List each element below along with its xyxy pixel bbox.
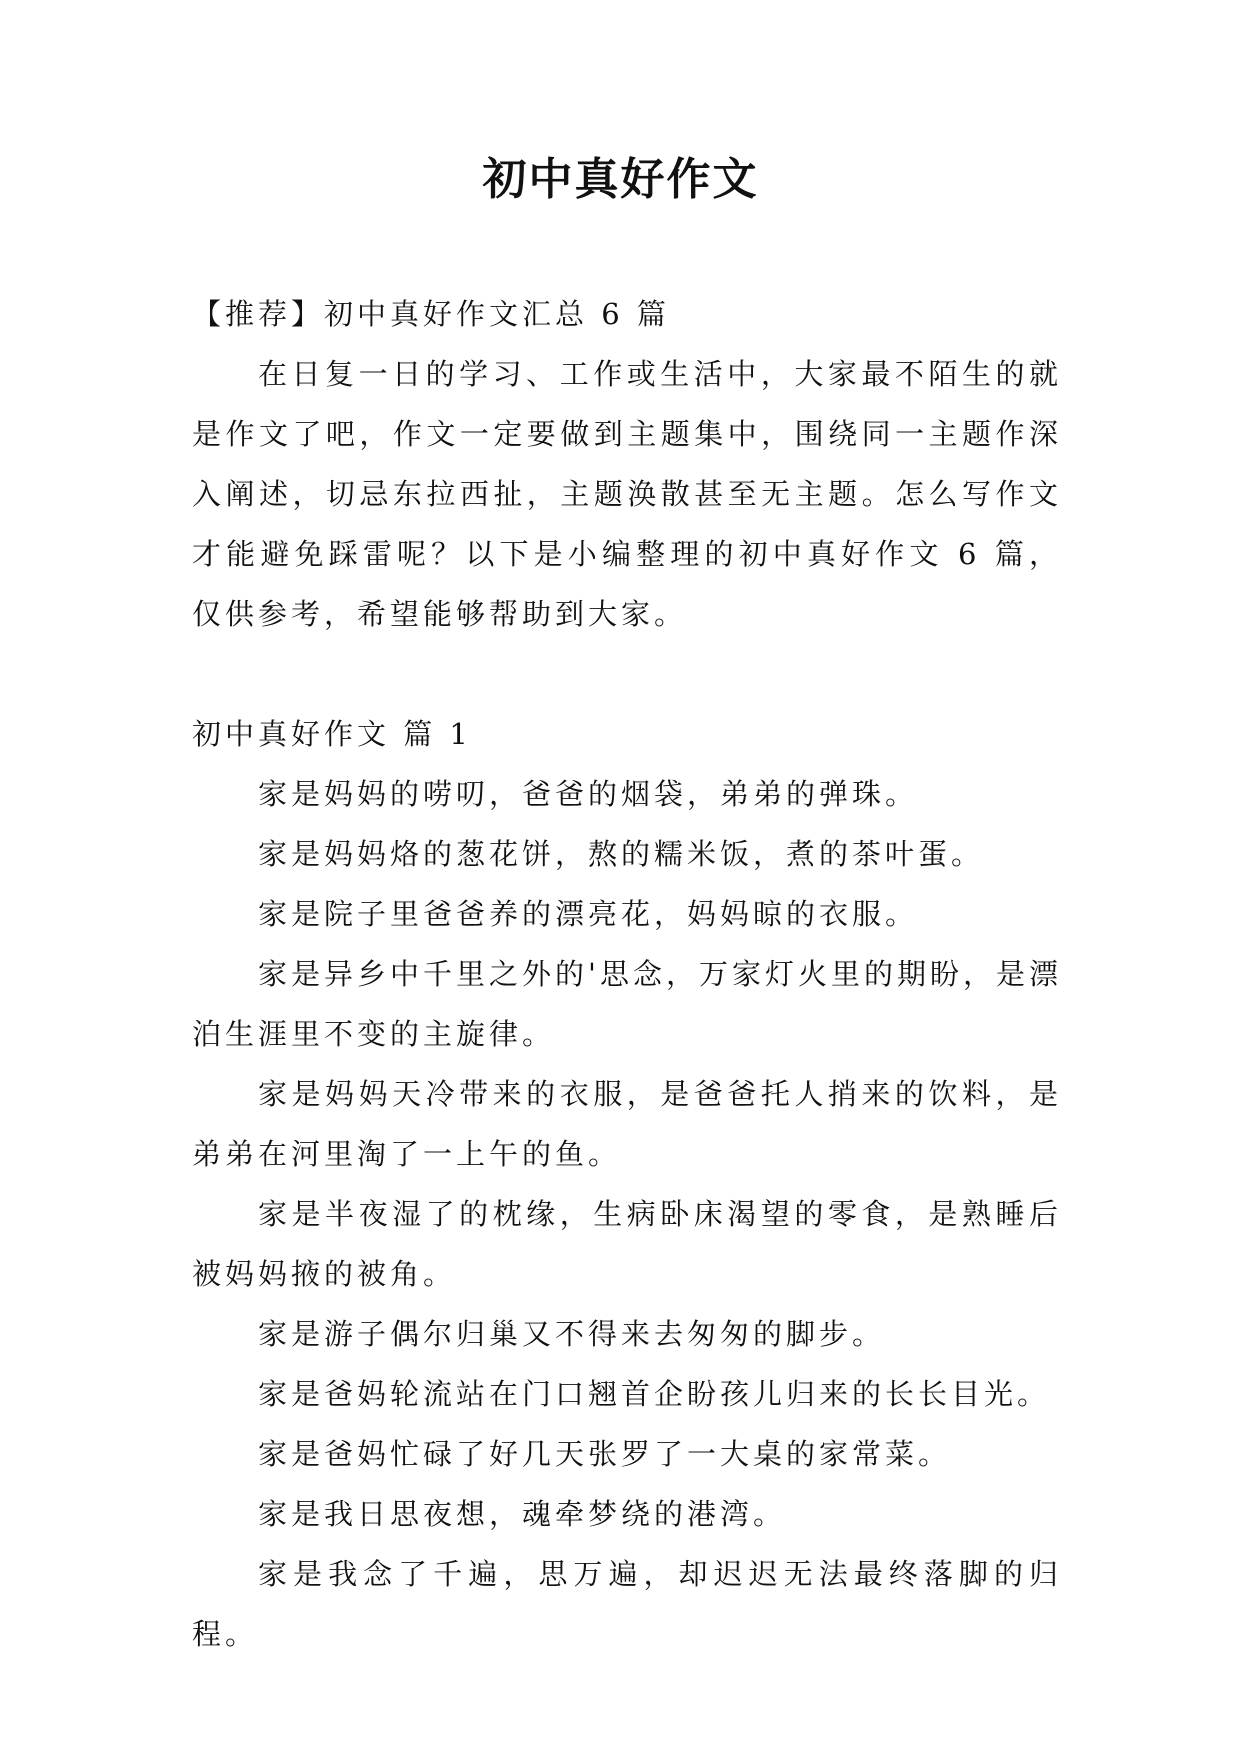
section-heading: 初中真好作文 篇 1 [192, 717, 472, 751]
essay-paragraph: 家是我日思夜想，魂牵梦绕的港湾。 [258, 1497, 787, 1531]
essay-paragraph: 家是妈妈烙的葱花饼，熬的糯米饭，煮的茶叶蛋。 [258, 837, 985, 871]
essay-paragraph: 家是妈妈的唠叨，爸爸的烟袋，弟弟的弹珠。 [258, 777, 919, 811]
essay-paragraph: 家是爸妈轮流站在门口翘首企盼孩儿归来的长长目光。 [258, 1377, 1051, 1411]
essay-paragraph: 家是妈妈天冷带来的衣服，是爸爸托人捎来的饮料，是弟弟在河里淘了一上午的鱼。 [192, 1077, 1062, 1171]
section-spacer [192, 644, 1062, 704]
document-title: 初中真好作文 [482, 154, 759, 205]
essay-paragraph: 家是半夜湿了的枕缘，生病卧床渴望的零食，是熟睡后被妈妈掖的被角。 [192, 1197, 1062, 1291]
document-body [192, 284, 1062, 1664]
essay-paragraph: 家是我念了千遍，思万遍，却迟迟无法最终落脚的归程。 [192, 1557, 1062, 1651]
essay-paragraph: 家是院子里爸爸养的漂亮花，妈妈晾的衣服。 [258, 897, 919, 931]
essay-paragraph: 家是异乡中千里之外的'思念，万家灯火里的期盼，是漂泊生涯里不变的主旋律。 [192, 957, 1062, 1051]
essay-paragraph: 家是游子偶尔归巢又不得来去匆匆的脚步。 [258, 1317, 886, 1351]
document-subtitle: 【推荐】初中真好作文汇总 6 篇 [192, 297, 670, 331]
essay-paragraph: 家是爸妈忙碌了好几天张罗了一大桌的家常菜。 [258, 1437, 952, 1471]
intro-paragraph: 在日复一日的学习、工作或生活中，大家最不陌生的就是作文了吧，作文一定要做到主题集中，围绕同一主题作深入阐述，切忌东拉西扯，主题涣散甚至无主题。怎么写作文才能避免踩雷呢？以下是小编整理的初中真好作文 6 篇，仅供参考，希望能够帮助到大家。 [192, 357, 1062, 631]
